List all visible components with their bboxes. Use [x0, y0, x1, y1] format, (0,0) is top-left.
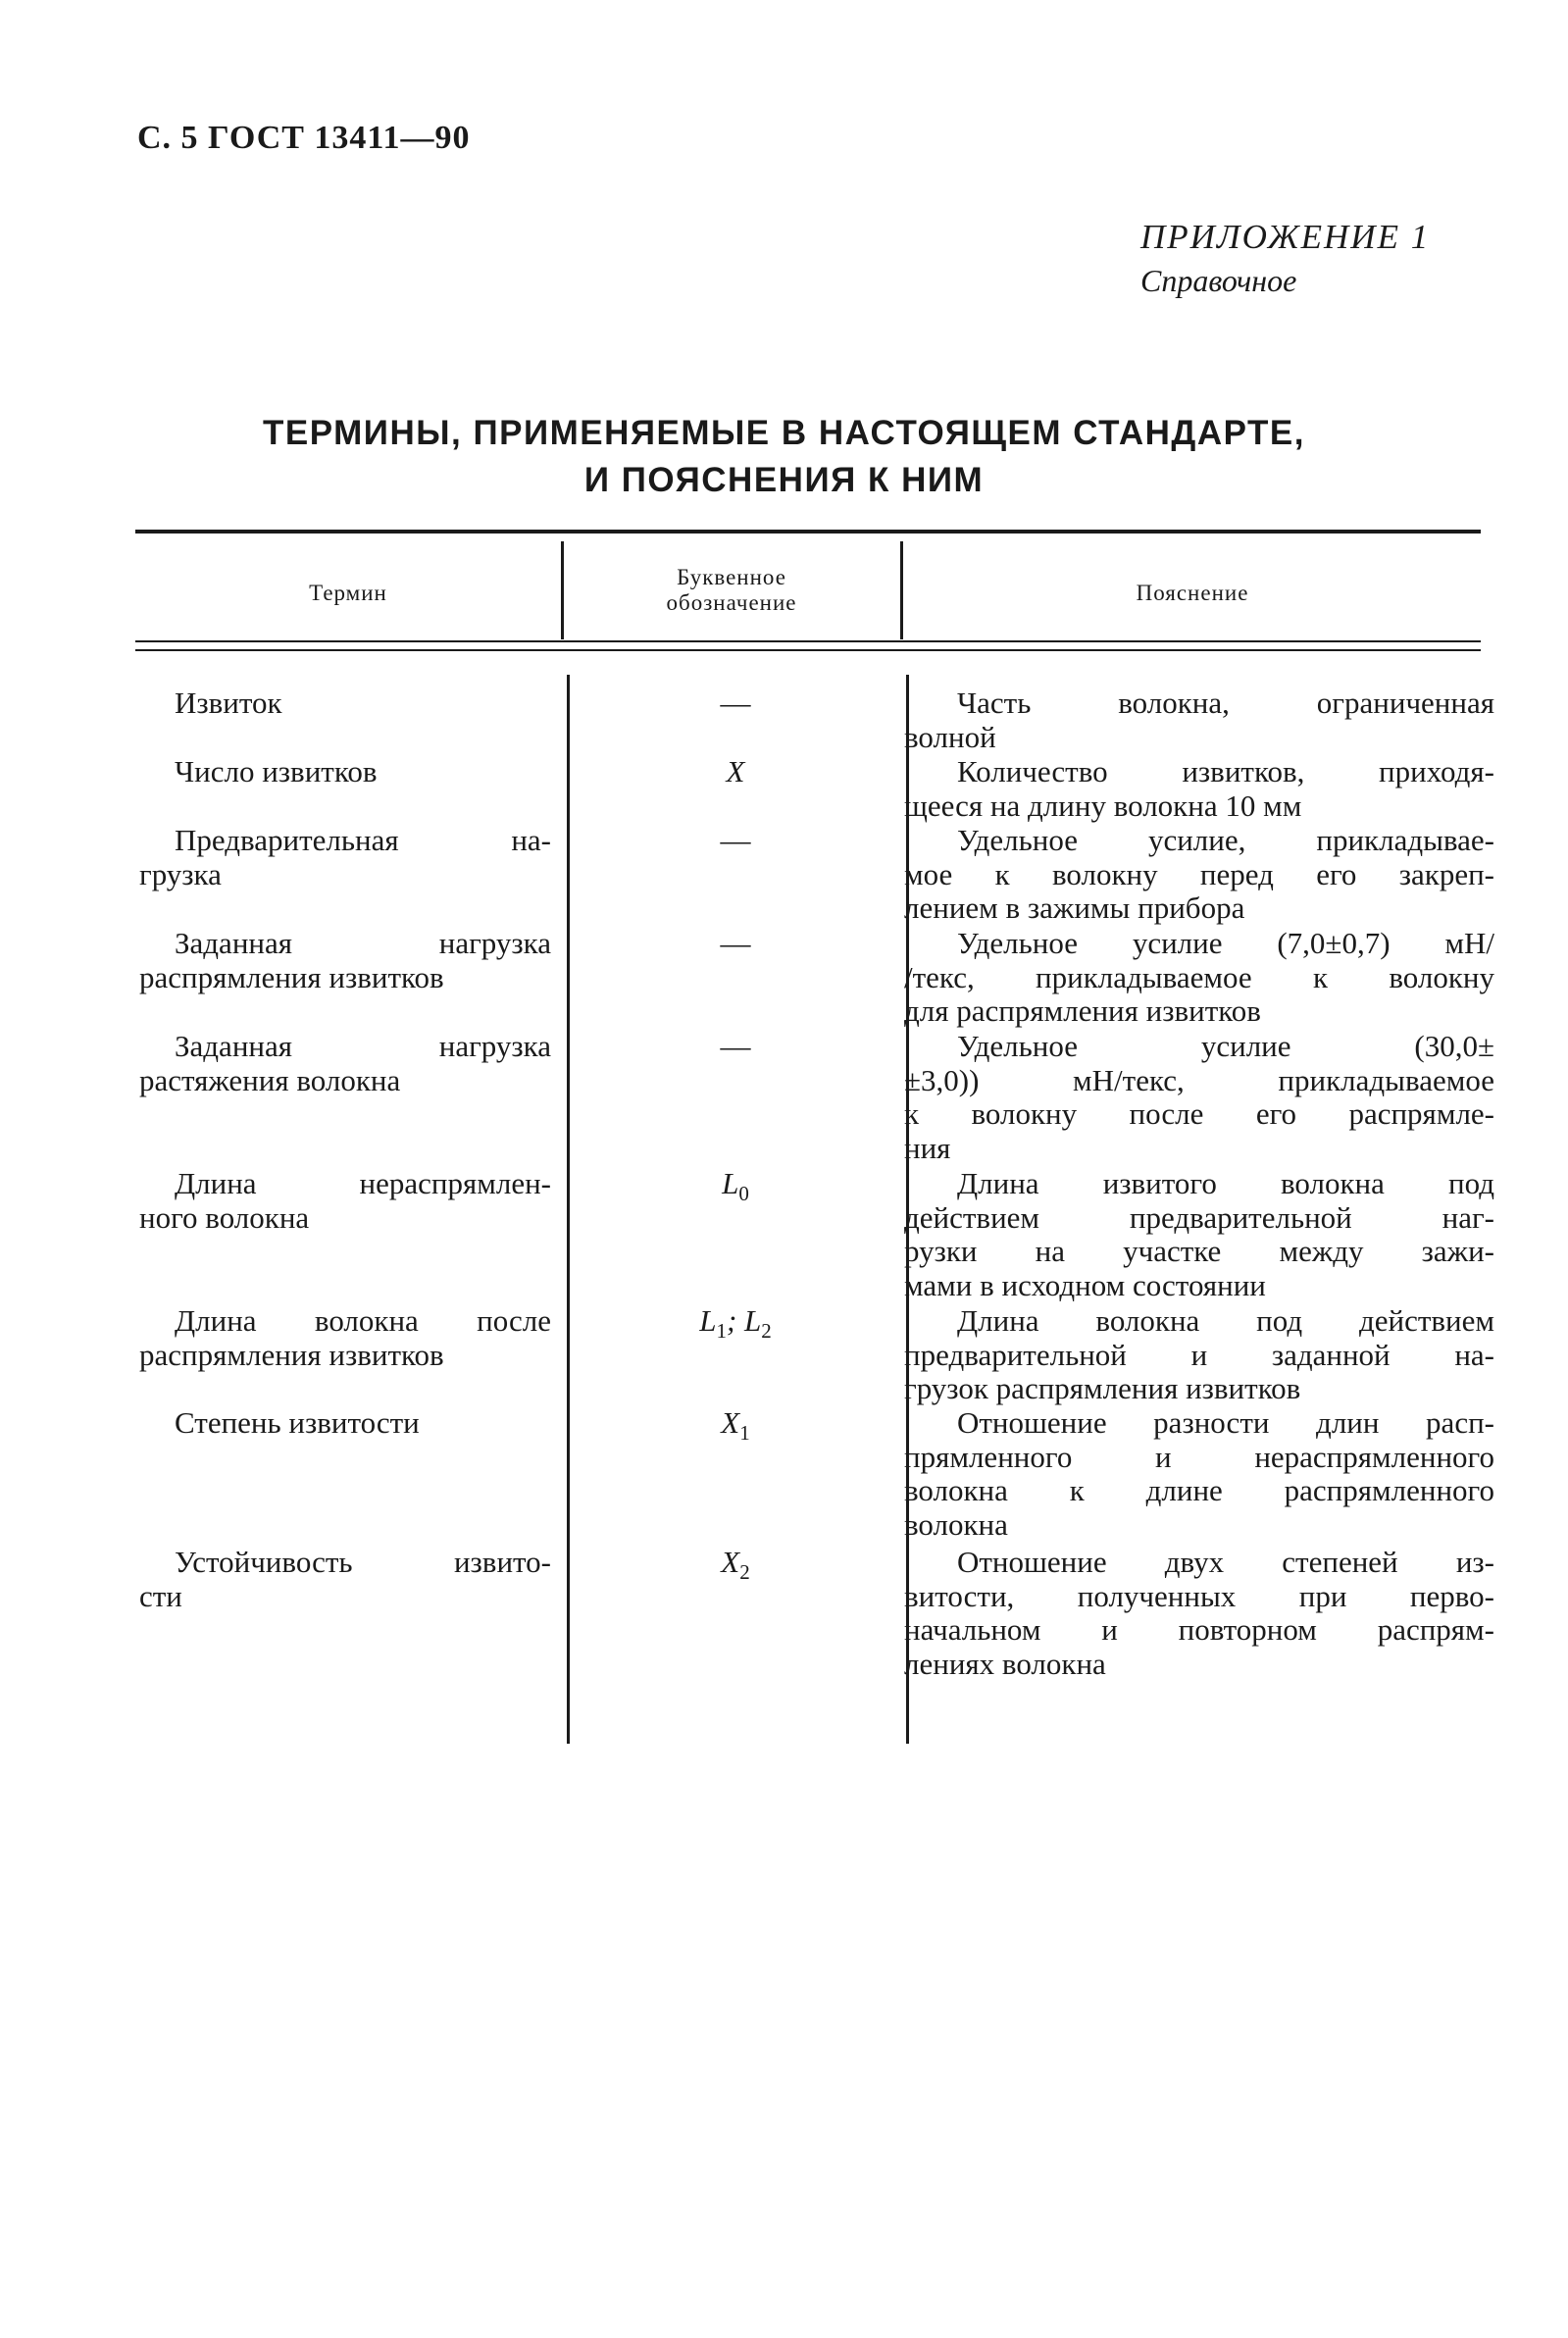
explanation-line: витости, полученных при перво- [904, 1578, 1494, 1613]
explanation-cell [904, 755, 1494, 823]
explanation-line: Количество извитков, приходя- [957, 754, 1494, 788]
term-line: Предварительная на- [175, 823, 551, 857]
term-line: ного волокна [139, 1199, 310, 1235]
symbol-cell: $X_2$ [721, 1545, 750, 1585]
explanation-line: мое к волокну перед его закреп- [904, 856, 1494, 891]
header-bottom-rule-1 [135, 640, 1481, 642]
column-divider-2 [900, 541, 903, 639]
explanation-line: начальном и повторном распрям- [904, 1612, 1494, 1647]
appendix-label: ПРИЛОЖЕНИЕ 1 [1140, 218, 1431, 256]
symbol-cell: — [720, 1029, 751, 1063]
term-line: Заданная нагрузка [175, 926, 551, 960]
explanation-line: Удельное усилие, прикладывае- [957, 823, 1494, 857]
explanation-line: волной [904, 719, 996, 754]
explanation-cell [904, 824, 1494, 926]
explanation-line: лением в зажимы прибора [904, 890, 1245, 925]
term-cell [139, 1546, 551, 1613]
term-line: Извиток [175, 686, 282, 720]
explanation-line: грузок распрямления извитков [904, 1371, 1301, 1405]
symbol-cell: — [720, 926, 751, 960]
explanation-line: мами в исходном состоянии [904, 1267, 1266, 1302]
document-title [0, 410, 1568, 504]
term-line: Длина волокна после [175, 1303, 551, 1338]
explanation-line: Удельное усилие (30,0± [957, 1029, 1494, 1063]
explanation-cell [904, 927, 1494, 1029]
symbol-cell: $L_1$; $L_2$ [699, 1303, 772, 1344]
term-cell [139, 686, 551, 721]
term-line: сти [139, 1578, 182, 1613]
explanation-line: Отношение разности длин расп- [957, 1405, 1494, 1440]
explanation-cell [904, 1546, 1494, 1681]
explanation-line: /текс, прикладываемое к волокну [904, 959, 1494, 994]
explanation-line: рузки на участке между зажи- [904, 1234, 1494, 1268]
appendix-block [1140, 218, 1474, 299]
term-cell [139, 1406, 551, 1441]
term-line: Устойчивость извито- [175, 1545, 551, 1579]
explanation-line: лениях волокна [904, 1646, 1106, 1681]
page-header: С. 5 ГОСТ 13411—90 [137, 120, 471, 156]
term-line: грузка [139, 856, 222, 891]
term-cell [139, 927, 551, 994]
term-line: растяжения волокна [139, 1062, 401, 1097]
symbol-cell: X [726, 754, 745, 788]
term-line: Степень извитости [175, 1405, 420, 1440]
explanation-line: для распрямления извитков [904, 993, 1261, 1028]
term-cell [139, 824, 551, 891]
explanation-line: к волокну после его распрямле- [904, 1096, 1494, 1131]
symbol-cell: $X_1$ [721, 1405, 750, 1446]
explanation-line: щееся на длину волокна 10 мм [904, 788, 1302, 823]
term-line: Заданная нагрузка [175, 1029, 551, 1063]
title-line-2: И ПОЯСНЕНИЯ К НИМ [583, 461, 985, 499]
symbol-cell: — [720, 686, 751, 720]
explanation-line: Длина извитого волокна под [957, 1166, 1494, 1200]
symbol-cell: — [720, 823, 751, 857]
table-top-rule [135, 530, 1481, 534]
header-symbol-line-2: обозначение [666, 590, 797, 615]
term-cell [139, 1304, 551, 1372]
explanation-line: прямленного и нераспрямленного [904, 1439, 1494, 1474]
explanation-line: предварительной и заданной на- [904, 1337, 1494, 1372]
explanation-line: Часть волокна, ограниченная [957, 686, 1494, 720]
header-bottom-rule-2 [135, 649, 1481, 651]
explanation-line: Отношение двух степеней из- [957, 1545, 1494, 1579]
header-symbol [564, 565, 899, 616]
symbol-cell: $L_0$ [722, 1166, 749, 1206]
term-cell [139, 1030, 551, 1097]
explanation-line: Удельное усилие (7,0±0,7) мН/ [957, 926, 1494, 960]
explanation-cell [904, 1304, 1494, 1406]
explanation-line: Длина волокна под действием [957, 1303, 1494, 1338]
term-line: Число извитков [175, 754, 378, 788]
explanation-line: ±3,0)) мН/текс, прикладываемое [904, 1062, 1494, 1097]
explanation-line: волокна [904, 1506, 1008, 1542]
explanation-cell [904, 1167, 1494, 1302]
term-cell [139, 755, 551, 789]
explanation-cell [904, 1030, 1494, 1165]
explanation-line: волокна к длине распрямленного [904, 1473, 1494, 1507]
term-line: распрямления извитков [139, 1337, 444, 1372]
explanation-cell [904, 686, 1494, 754]
explanation-cell [904, 1406, 1494, 1542]
appendix-note: Справочное [1140, 263, 1297, 298]
header-term: Термин [309, 581, 387, 605]
term-line: Длина нераспрямлен- [175, 1166, 551, 1200]
title-line-1: ТЕРМИНЫ, ПРИМЕНЯЕМЫЕ В НАСТОЯЩЕМ СТАНДАРТЕ, [263, 414, 1305, 452]
term-line: распрямления извитков [139, 959, 444, 994]
explanation-line: действием предварительной наг- [904, 1199, 1494, 1235]
header-explanation: Пояснение [1136, 581, 1249, 605]
explanation-line: ния [904, 1130, 951, 1165]
term-cell [139, 1167, 551, 1235]
header-symbol-line-1: Буквенное [677, 565, 786, 589]
